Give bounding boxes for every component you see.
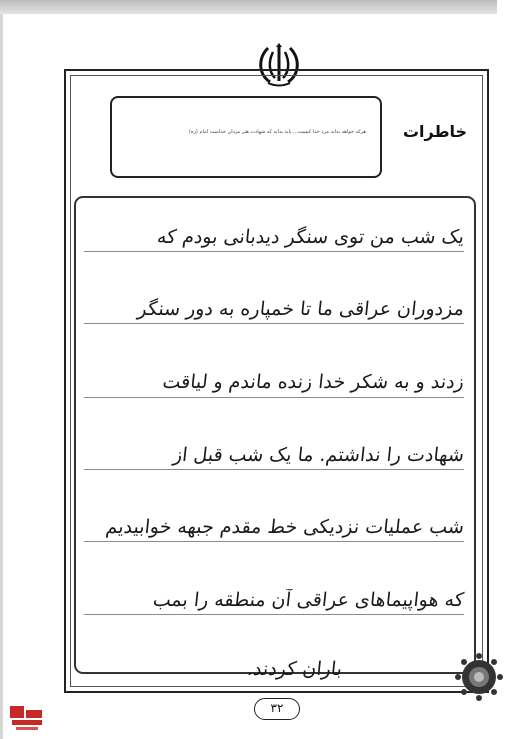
quote-box bbox=[110, 96, 382, 178]
decorative-seal-icon bbox=[452, 650, 506, 704]
scan-edge-left bbox=[0, 14, 3, 739]
ruled-line bbox=[84, 614, 464, 615]
handwritten-line: شب عملیات نزدیکی خط مقدم جبهه خوابیدیم bbox=[104, 516, 466, 538]
ruled-line bbox=[84, 469, 464, 470]
quote-text: هرکه خواهد بداند مرد خدا کیست... باید بداند که شهادت هنر مردان خداست امام (ره) bbox=[188, 129, 366, 135]
handwritten-line: شهادت را نداشتم. ما یک شب قبل از bbox=[171, 444, 466, 466]
ruled-line bbox=[84, 541, 464, 542]
section-title: خاطرات bbox=[402, 122, 468, 141]
ruled-line bbox=[84, 251, 464, 252]
handwritten-line: زدند و به شکر خدا زنده ماندم و لیاقت bbox=[161, 371, 466, 393]
handwritten-line: که هواپیماهای عراقی آن منطقه را بمب bbox=[151, 589, 466, 611]
publisher-logo-icon bbox=[6, 702, 48, 734]
scan-edge-top bbox=[0, 0, 497, 14]
handwritten-line: مزدوران عراقی ما تا خمپاره به دور سنگر bbox=[136, 298, 466, 320]
page-number: ۳۲ bbox=[254, 698, 300, 720]
handwritten-line: یک شب من توی سنگر دیدبانی بودم که bbox=[155, 226, 466, 248]
ruled-line bbox=[84, 323, 464, 324]
handwritten-line: باران کردند. bbox=[246, 658, 344, 680]
ruled-line bbox=[84, 397, 464, 398]
